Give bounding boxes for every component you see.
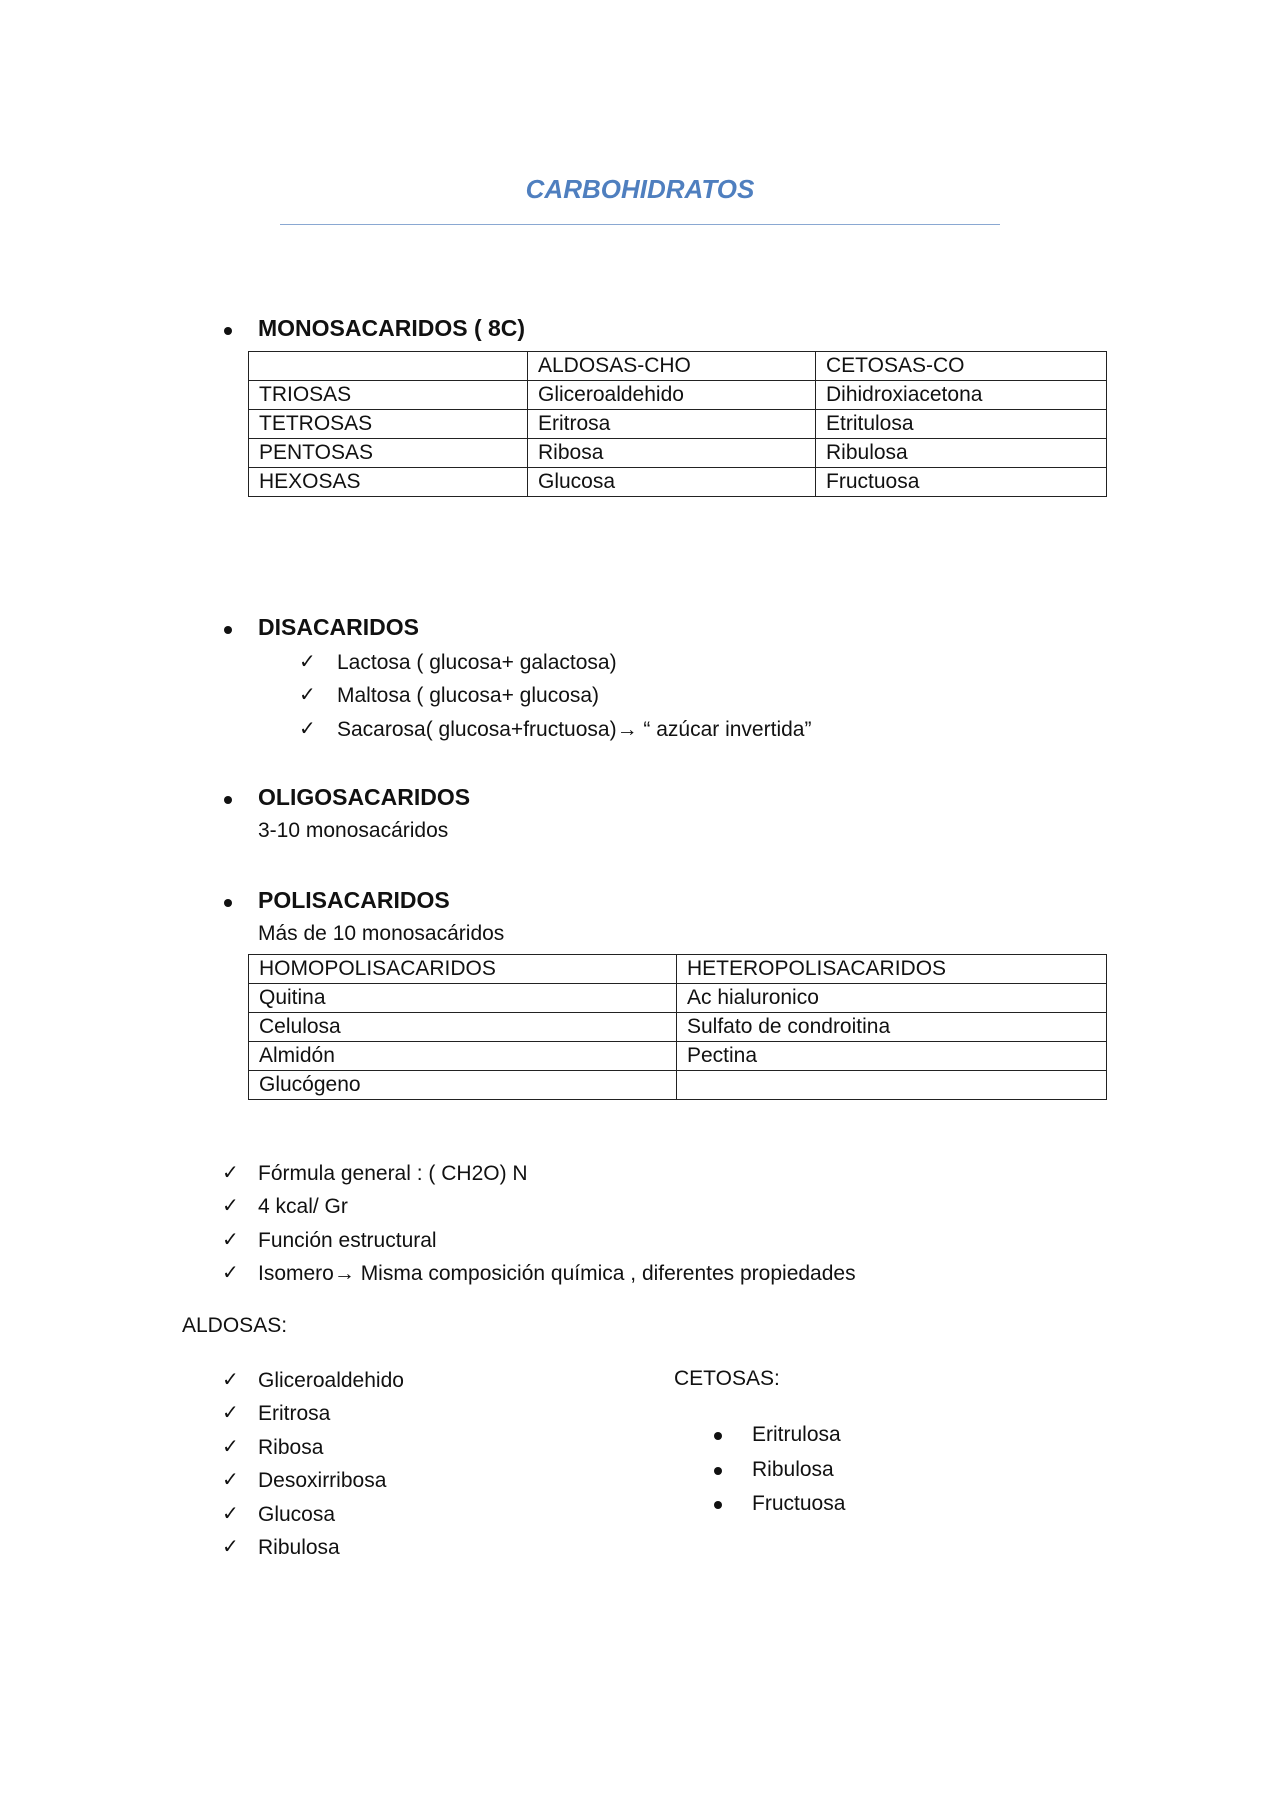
- monosacaridos-heading: MONOSACARIDOS ( 8C): [258, 315, 526, 341]
- polisacaridos-table: [248, 954, 1107, 1100]
- oligosacaridos-text: 3-10 monosacáridos: [258, 819, 449, 842]
- check-icon: ✓: [222, 1228, 239, 1251]
- list-item-text: Ribulosa: [258, 1535, 340, 1559]
- list-item: [752, 1453, 845, 1488]
- check-icon: ✓: [222, 1435, 239, 1458]
- table-cell: Pectina: [677, 1042, 1107, 1071]
- check-icon: ✓: [222, 1469, 239, 1492]
- list-item: [222, 1531, 404, 1564]
- aldosas-label: ALDOSAS:: [182, 1314, 288, 1337]
- list-item-text: Fructuosa: [752, 1492, 846, 1515]
- list-item: [299, 713, 812, 746]
- list-item: [222, 1190, 856, 1223]
- list-item: [222, 1224, 856, 1257]
- cetosas-list: [752, 1418, 845, 1522]
- polisacaridos-text: Más de 10 monosacáridos: [258, 922, 505, 945]
- facts-list: [222, 1157, 856, 1291]
- list-item: [222, 1364, 404, 1397]
- list-item: [222, 1464, 404, 1497]
- table-cell: Quitina: [249, 984, 677, 1013]
- list-item-text: Sacarosa( glucosa+fructuosa)→ “ azúcar invertida”: [337, 717, 812, 741]
- table-row: [249, 410, 1107, 439]
- table-header-cell: HETEROPOLISACARIDOS: [677, 955, 1107, 984]
- polisacaridos-heading: POLISACARIDOS: [258, 887, 450, 913]
- table-cell: Ribosa: [528, 439, 816, 468]
- table-cell: TRIOSAS: [249, 381, 528, 410]
- list-item: [752, 1487, 845, 1522]
- list-item-text: Ribulosa: [752, 1457, 834, 1481]
- table-row: [249, 1013, 1107, 1042]
- table-header-cell: CETOSAS-CO: [816, 352, 1107, 381]
- table-row: [249, 984, 1107, 1013]
- list-item-text: Fórmula general : ( CH2O) N: [258, 1162, 528, 1185]
- check-icon: ✓: [299, 717, 316, 740]
- list-item-text: Función estructural: [258, 1228, 437, 1252]
- check-icon: ✓: [299, 651, 316, 673]
- title-underline: [280, 224, 1000, 225]
- page-title: CARBOHIDRATOS: [525, 174, 755, 204]
- table-cell: Gliceroaldehido: [528, 381, 816, 410]
- list-item: [752, 1418, 845, 1453]
- table-header-row: [249, 352, 1107, 381]
- bullet-dot: [714, 1432, 722, 1440]
- check-icon: ✓: [222, 1402, 239, 1425]
- list-item: [222, 1498, 404, 1531]
- bullet-dot: [714, 1501, 722, 1509]
- monosacaridos-table: [248, 351, 1107, 497]
- list-item: [299, 646, 811, 679]
- list-item-text: Ribosa: [258, 1435, 324, 1459]
- bullet-dot: [224, 899, 232, 907]
- list-item: [222, 1157, 856, 1190]
- aldosas-list: [222, 1364, 404, 1564]
- table-cell: Ac hialuronico: [677, 984, 1107, 1013]
- bullet-dot: [224, 796, 232, 804]
- table-row: [249, 381, 1107, 410]
- check-icon: ✓: [222, 1262, 239, 1285]
- table-header-cell: [249, 352, 528, 381]
- table-row: [249, 1071, 1107, 1100]
- table-cell: [677, 1071, 1107, 1100]
- table-header-cell: ALDOSAS-CHO: [528, 352, 816, 381]
- list-item-text: Glucosa: [258, 1502, 336, 1526]
- disacaridos-list: [299, 646, 812, 746]
- oligosacaridos-heading: OLIGOSACARIDOS: [258, 784, 471, 810]
- list-item: [222, 1431, 404, 1464]
- disacaridos-heading: DISACARIDOS: [258, 614, 420, 640]
- table-cell: Etritulosa: [816, 410, 1107, 439]
- list-item-text: Lactosa ( glucosa+ galactosa): [337, 651, 617, 674]
- bullet-dot: [224, 327, 232, 335]
- bullet-dot: [714, 1467, 722, 1475]
- table-cell: Eritrosa: [528, 410, 816, 439]
- check-icon: ✓: [222, 1535, 239, 1558]
- table-cell: Ribulosa: [816, 439, 1107, 468]
- table-cell: Sulfato de condroitina: [677, 1013, 1107, 1042]
- check-icon: ✓: [222, 1195, 239, 1218]
- check-icon: ✓: [222, 1162, 239, 1184]
- table-cell: PENTOSAS: [249, 439, 528, 468]
- cetosas-label: CETOSAS:: [674, 1367, 780, 1390]
- check-icon: ✓: [299, 684, 316, 707]
- list-item: [299, 679, 811, 712]
- check-icon: ✓: [222, 1369, 239, 1391]
- table-cell: HEXOSAS: [249, 468, 528, 497]
- list-item: [222, 1257, 856, 1290]
- table-cell: TETROSAS: [249, 410, 528, 439]
- check-icon: ✓: [222, 1502, 239, 1525]
- table-cell: Fructuosa: [816, 468, 1107, 497]
- list-item-text: Desoxirribosa: [258, 1469, 387, 1493]
- table-row: [249, 1042, 1107, 1071]
- list-item-text: Gliceroaldehido: [258, 1369, 404, 1392]
- bullet-dot: [224, 626, 232, 634]
- table-row: [249, 468, 1107, 497]
- list-item: [222, 1397, 404, 1430]
- list-item-text: Eritrosa: [258, 1402, 331, 1426]
- table-cell: Glucosa: [528, 468, 816, 497]
- list-item-text: Eritrulosa: [752, 1423, 841, 1446]
- table-row: [249, 439, 1107, 468]
- table-header-cell: HOMOPOLISACARIDOS: [249, 955, 677, 984]
- list-item-text: 4 kcal/ Gr: [258, 1195, 348, 1219]
- table-cell: Celulosa: [249, 1013, 677, 1042]
- table-header-row: [249, 955, 1107, 984]
- list-item-text: Maltosa ( glucosa+ glucosa): [337, 684, 600, 708]
- table-cell: Dihidroxiacetona: [816, 381, 1107, 410]
- list-item-text: Isomero→ Misma composición química , diferentes propiedades: [258, 1262, 856, 1286]
- table-cell: Glucógeno: [249, 1071, 677, 1100]
- table-cell: Almidón: [249, 1042, 677, 1071]
